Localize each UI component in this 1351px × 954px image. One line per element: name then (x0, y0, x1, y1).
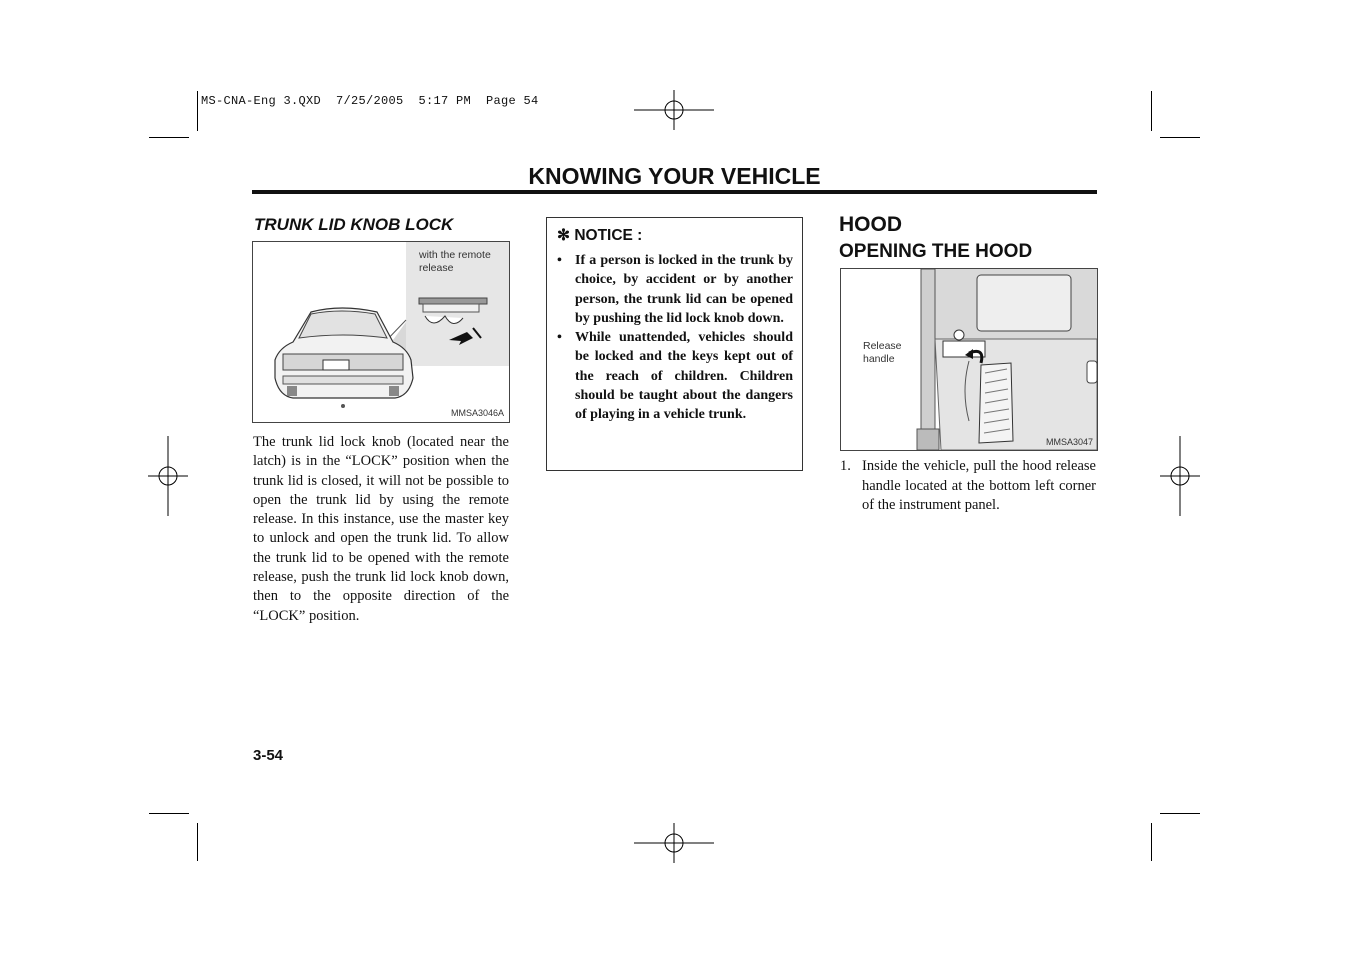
crop-mark (149, 137, 189, 138)
trunk-lock-heading: TRUNK LID KNOB LOCK (254, 215, 454, 234)
crop-mark (1151, 91, 1152, 131)
trunk-lock-figure (252, 241, 510, 423)
registration-mark-top (634, 90, 714, 130)
opening-hood-heading: OPENING THE HOOD (839, 241, 1033, 262)
step-number: 1. (840, 458, 851, 474)
trunk-figure-callout: with the remote release (419, 249, 491, 274)
hood-step (840, 457, 1096, 516)
crop-mark (197, 823, 198, 861)
registration-mark-left (148, 436, 188, 516)
notice-list (557, 251, 793, 425)
hood-heading: HOOD (839, 213, 902, 236)
notice-box (546, 217, 803, 471)
notice-title: NOTICE : (574, 227, 643, 244)
crop-mark (1160, 137, 1200, 138)
notice-item-text: If a person is locked in the trunk by choice, by accident or by another person, the trunk lid can be opened by pushing the lid lock knob down. (575, 253, 793, 326)
registration-mark-bottom (634, 823, 714, 863)
header-rule (252, 190, 1097, 194)
notice-item-text: While unattended, vehicles should be locked and the keys kept out of the reach of children. Children should be taught about the dangers of playing in a vehicle trunk. (575, 330, 793, 423)
crop-mark (197, 91, 198, 131)
notice-item (557, 251, 793, 328)
page-header-title: KNOWING YOUR VEHICLE (528, 163, 821, 189)
hood-figure-callout: Release handle (863, 340, 902, 365)
asterisk-icon: ✻ (557, 227, 570, 244)
registration-mark-right (1160, 436, 1200, 516)
hood-release-figure (840, 268, 1098, 451)
step-text: Inside the vehicle, pull the hood release handle located at the bottom left corner of the instrument panel. (862, 458, 1096, 513)
crop-mark (1151, 823, 1152, 861)
crop-mark (149, 813, 189, 814)
bullet-icon: • (557, 330, 562, 346)
trunk-figure-code: MMSA3046A (450, 408, 504, 418)
notice-heading (557, 226, 642, 245)
hood-figure-code: MMSA3047 (1045, 437, 1093, 447)
notice-item (557, 328, 793, 424)
trunk-lock-body: The trunk lid lock knob (located near the latch) is in the “LOCK” position when the trunk lid is closed, it will not be possible to open the trunk lid by using the remote release. In this instance, use the master key to unlock and open the trunk lid. To allow the trunk lid to be opened with the remote release, push the trunk lid lock knob down, then to the opposite direction of the “LOCK” position. (253, 434, 509, 624)
print-slug: MS-CNA-Eng 3.QXD 7/25/2005 5:17 PM Page 54 (201, 94, 539, 108)
page-number: 3-54 (253, 747, 284, 764)
crop-mark (1160, 813, 1200, 814)
bullet-icon: • (557, 253, 562, 268)
